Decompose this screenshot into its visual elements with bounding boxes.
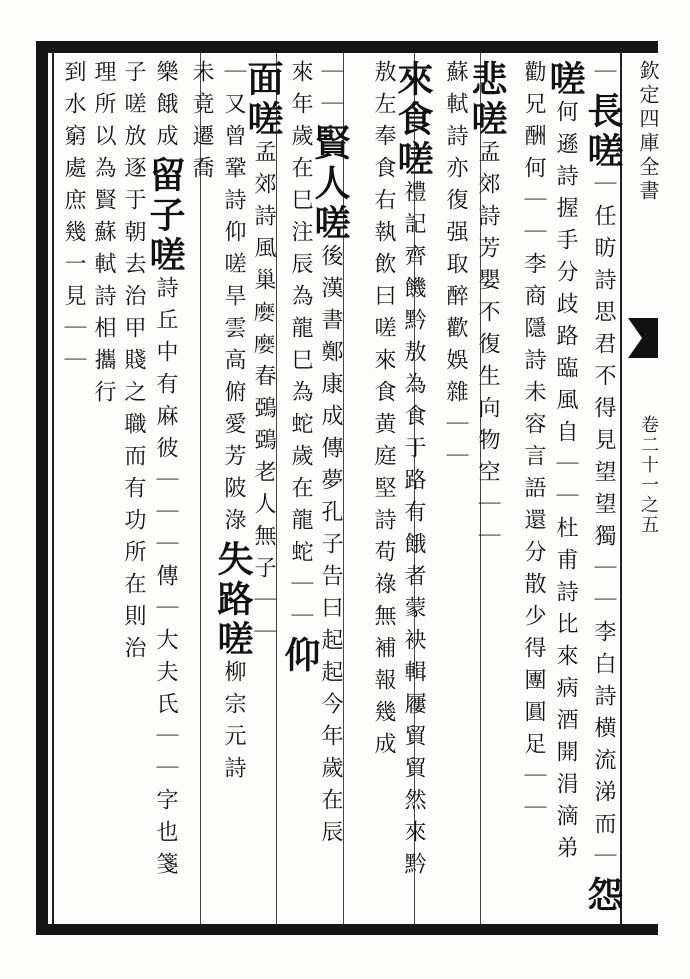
book-title: 欽定四庫全書: [636, 60, 660, 204]
entry-text: ｜｜: [318, 60, 343, 124]
frame-left-border: [36, 41, 48, 935]
text-column: [392, 60, 434, 920]
entry-heading: 嗟: [582, 132, 624, 172]
entry-text: 勸兄酬何｜｜李商隱詩未容言語還分散少得團圓足｜｜: [521, 60, 546, 828]
entry-heading: 食: [392, 100, 434, 140]
entry-heading: 嗟: [144, 236, 186, 276]
entry-text: ｜: [591, 60, 616, 92]
entry-heading: 子: [144, 196, 186, 236]
entry-heading: 嗟: [212, 620, 254, 660]
entry-heading: 人: [309, 164, 351, 204]
entry-heading: 路: [212, 580, 254, 620]
entry-heading: 失: [212, 540, 254, 580]
text-column: [242, 60, 284, 920]
text-column: [88, 60, 118, 920]
frame-left-inner-rule: [52, 53, 54, 924]
text-column: [212, 60, 254, 920]
frame-bottom-border: [36, 924, 658, 935]
entry-text: 孟郊詩風巢𡡉𡡉春鵶鵶老人無子｜｜: [251, 140, 276, 652]
text-column: [118, 60, 148, 920]
entry-heading: 嗟: [466, 100, 508, 140]
text-column: [466, 60, 508, 920]
entry-text: 孟郊詩芳嬰不復生向物空｜｜: [475, 140, 500, 556]
entry-heading: 來: [392, 60, 434, 100]
entry-text: 未竟遷喬: [189, 60, 214, 188]
entry-text: 樂: [153, 60, 178, 92]
entry-heading: 面: [242, 60, 284, 100]
text-column: [440, 60, 470, 920]
entry-heading: 嗟: [544, 60, 586, 100]
entry-text: 蘇軾詩亦復强取醉歡娛雜｜｜: [443, 60, 468, 476]
entry-heading: 怨: [582, 876, 624, 916]
entry-text: 來年歲在巳注辰為龍巳為蛇歲在龍蛇｜｜: [288, 60, 313, 636]
entry-text: 子嗟放逐于朝去治甲賤之職而有功所在則治: [121, 60, 146, 668]
text-column: [309, 60, 351, 920]
entry-text: 柳宗元詩: [221, 660, 246, 788]
entry-text: 後漢書鄭康成傳夢孔子告曰起起今年歲在辰: [318, 244, 343, 852]
entry-text: 到水窮處庶幾一見｜｜: [61, 60, 86, 380]
entry-text: ｜任昉詩思君不得見望望獨｜｜李白詩横流涕而｜: [591, 172, 616, 876]
fishtail-mark-icon: [628, 318, 658, 358]
entry-heading: 嗟: [242, 100, 284, 140]
text-column: [144, 60, 186, 920]
entry-heading: 悲: [466, 60, 508, 100]
entry-text: 餓成: [153, 92, 178, 156]
entry-text: 詩丘中有麻彼｜｜｜傳｜大夫氏｜｜字也箋: [153, 276, 178, 884]
text-column: [368, 60, 398, 920]
entry-heading: 賢: [309, 124, 351, 164]
margin-rule: [620, 53, 622, 924]
entry-text: 何遜詩握手分歧路臨風自｜｜杜甫詩比來病酒開涓滴弟: [553, 100, 578, 868]
entry-heading: 留: [144, 156, 186, 196]
text-column: [279, 60, 321, 920]
text-column: [186, 60, 216, 920]
entry-text: 理所以為賢蘇軾詩相攜行: [91, 60, 116, 412]
frame-top-border: [36, 41, 658, 53]
text-column: [518, 60, 548, 920]
text-column: [582, 60, 624, 920]
volume-label: 卷二十一之五: [638, 415, 659, 535]
entry-text: ｜又曾鞏詩仰嗟旱雲高俯愛芳陂淥: [221, 60, 246, 540]
text-column: [544, 60, 586, 920]
entry-text: 敖左奉食右執飲曰嗟來食黄庭堅詩苟祿無補報幾成: [371, 60, 396, 764]
text-column: [58, 60, 88, 920]
entry-heading: 嗟: [309, 204, 351, 244]
entry-heading: 長: [582, 92, 624, 132]
entry-heading: 嗟: [392, 140, 434, 180]
entry-text: 禮記齊饑黔敖為食于路有餓者蒙袂輯屨貿貿然來黔: [401, 180, 426, 884]
entry-heading: 仰: [279, 636, 321, 676]
